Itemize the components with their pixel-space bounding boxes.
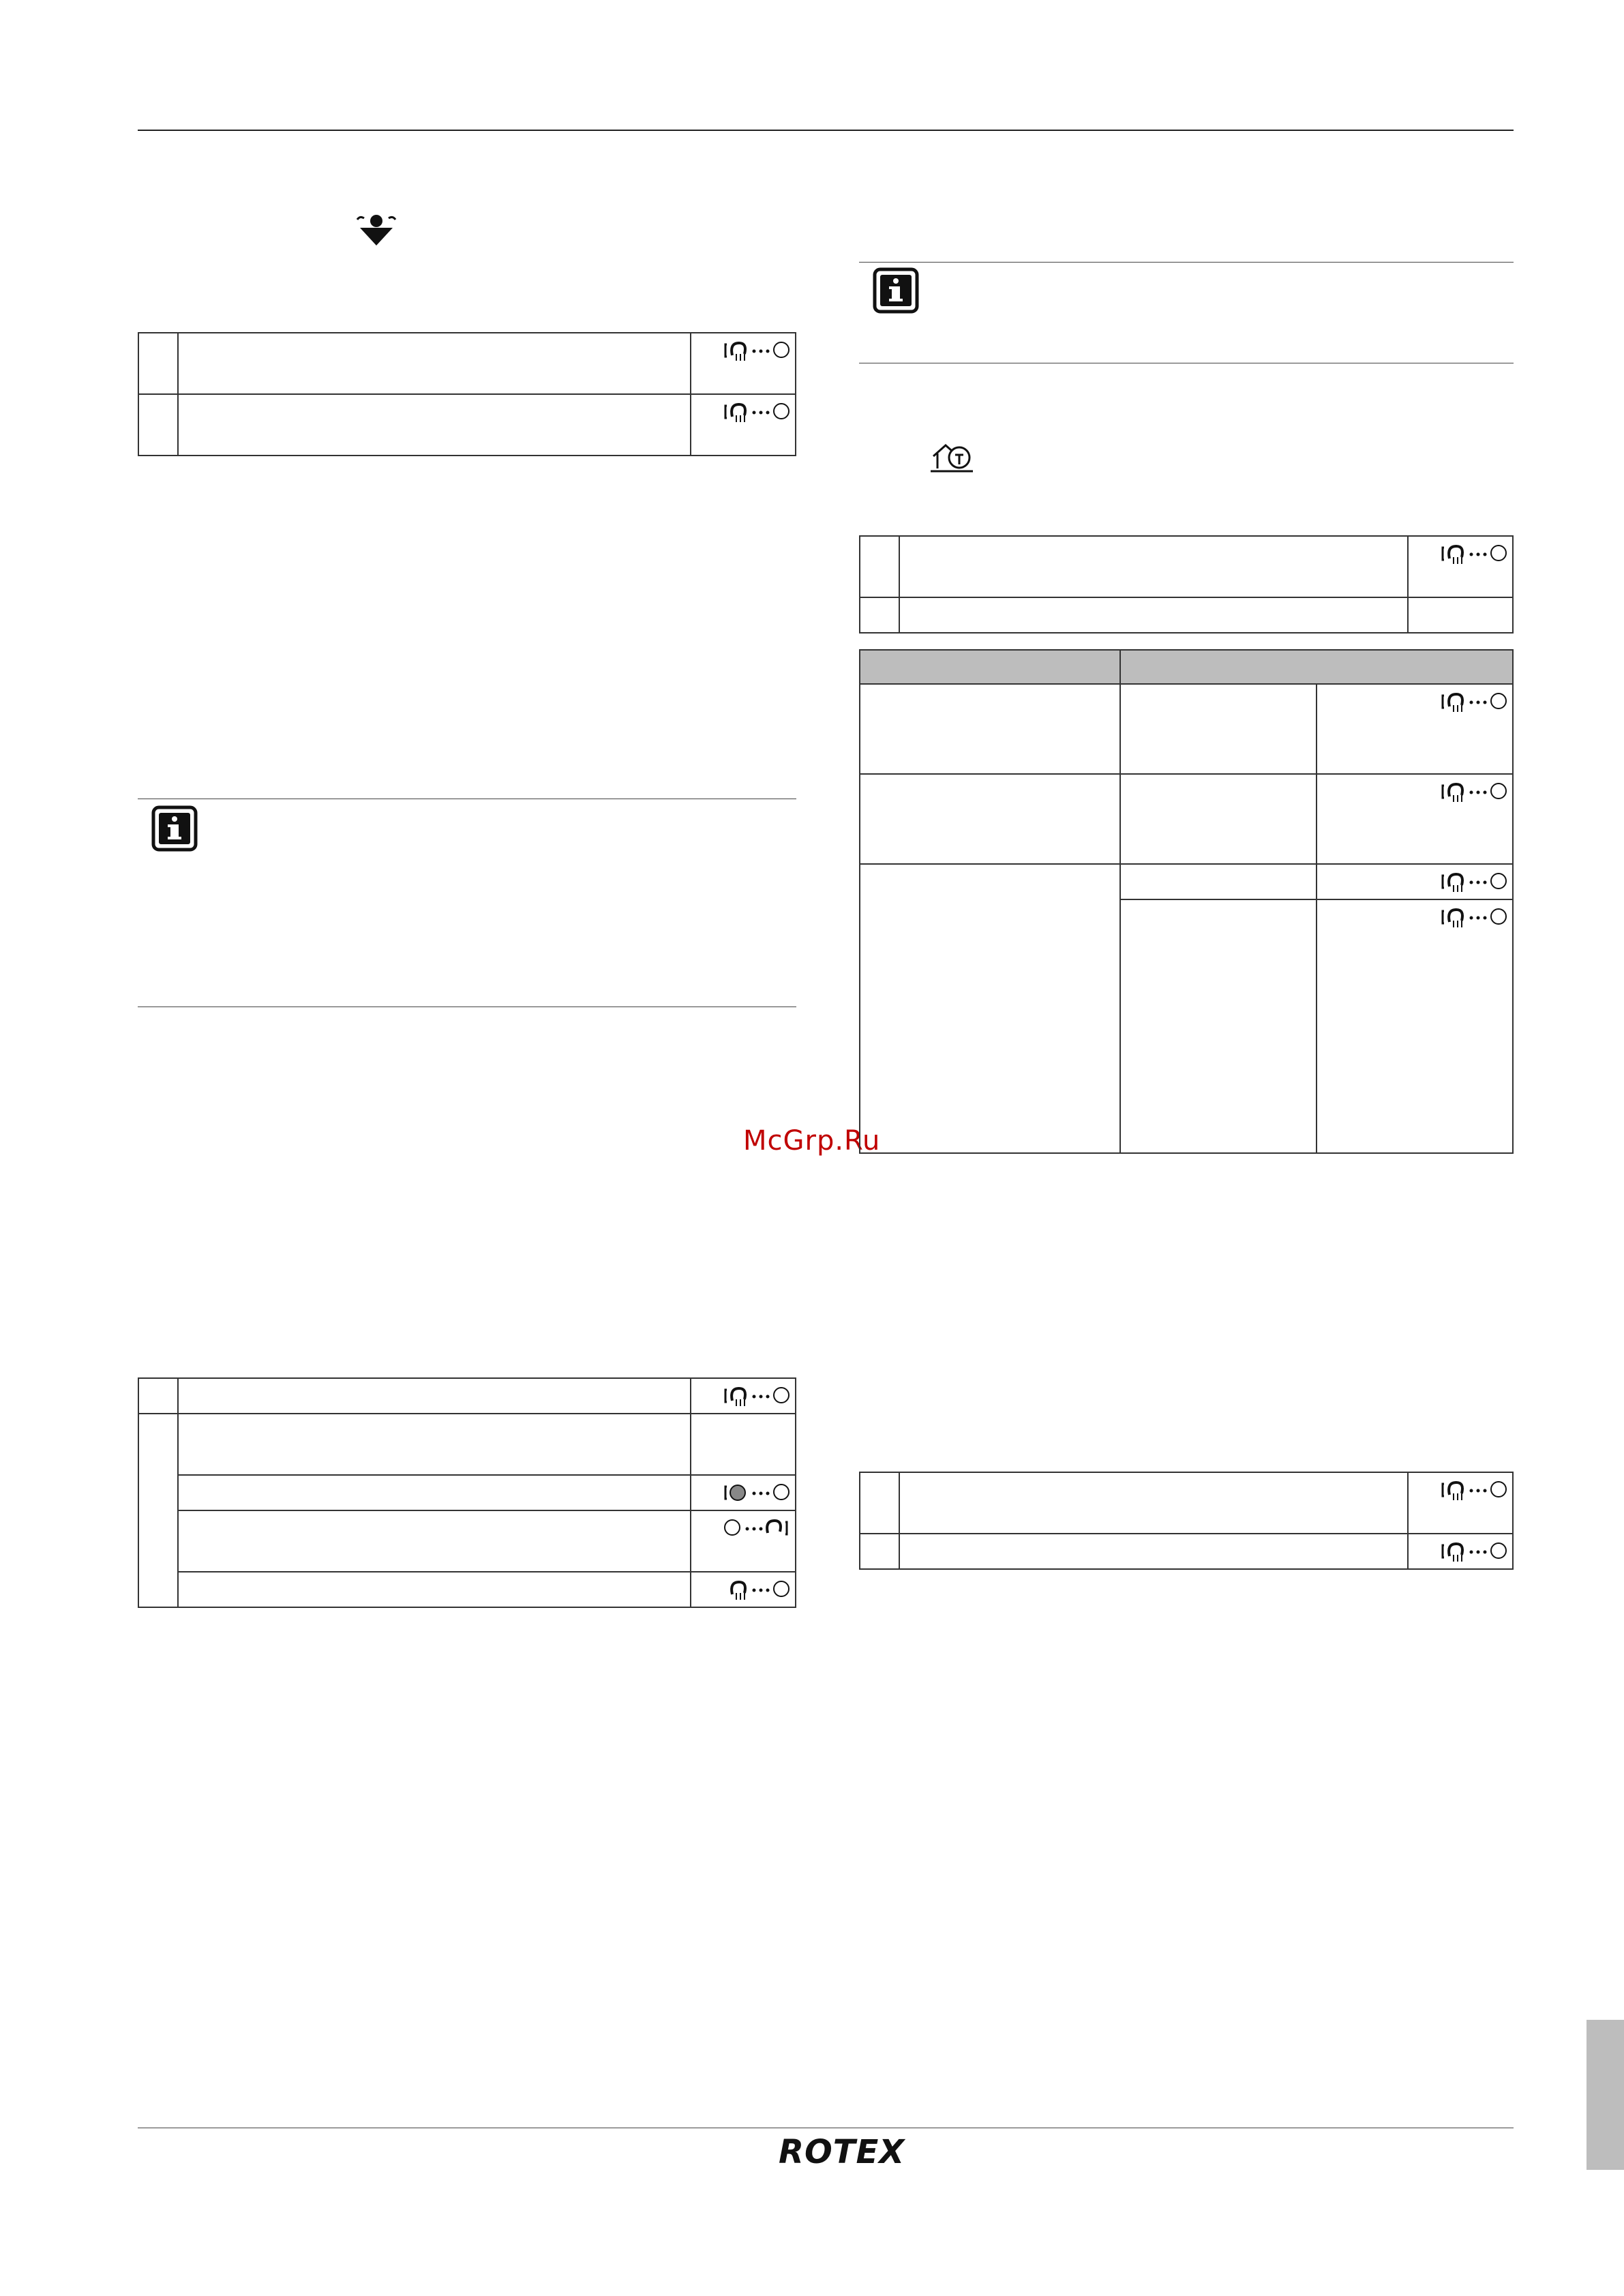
info-box-top-rule <box>859 262 1514 263</box>
option-cell <box>860 684 1120 774</box>
gesture-cell <box>1317 864 1513 899</box>
press-dial-icon <box>723 1480 791 1507</box>
touch-hold-icon <box>1440 869 1508 896</box>
touch-hold-icon <box>1440 689 1508 716</box>
gesture-cell <box>1408 1472 1513 1534</box>
gesture-cell <box>691 333 796 394</box>
gesture-cell <box>1317 684 1513 774</box>
option-description-cell <box>1120 684 1317 774</box>
step-text-cell <box>178 333 691 394</box>
step-number-cell <box>138 394 178 456</box>
gesture-cell <box>1408 536 1513 597</box>
option-description-cell <box>1120 774 1317 864</box>
steps-table-3 <box>859 535 1514 633</box>
step-text-cell <box>899 1472 1408 1534</box>
rotex-logo: ROTEX <box>779 2133 905 2171</box>
step-text-cell <box>178 394 691 456</box>
step-number-cell <box>138 333 178 394</box>
steps-table-2 <box>138 1377 796 1608</box>
touch-hold-icon <box>1440 779 1508 806</box>
steps-table-4 <box>859 1472 1514 1570</box>
step-number-cell <box>138 1414 178 1607</box>
step-text-cell <box>178 1510 691 1572</box>
option-cell <box>860 774 1120 864</box>
gesture-cell <box>691 394 796 456</box>
gesture-cell <box>691 1572 796 1607</box>
step-number-cell <box>860 1472 899 1534</box>
option-cell <box>860 864 1120 1153</box>
option-description-cell <box>1120 899 1317 1153</box>
info-icon <box>151 805 198 852</box>
gesture-cell <box>691 1378 796 1414</box>
step-text-cell <box>899 1534 1408 1569</box>
option-description-cell <box>1120 864 1317 899</box>
touch-hold-icon <box>1440 541 1508 568</box>
step-text-cell <box>178 1572 691 1607</box>
gesture-cell <box>1408 597 1513 633</box>
header-rule <box>138 130 1514 131</box>
touch-hold-icon <box>1440 904 1508 931</box>
touch-hold-icon <box>1440 1538 1508 1566</box>
options-table <box>859 649 1514 1154</box>
step-text-cell <box>178 1475 691 1510</box>
touch-hold-icon <box>723 338 791 365</box>
step-text-cell <box>899 536 1408 597</box>
gesture-cell <box>691 1414 796 1475</box>
touch-hold-icon <box>723 399 791 426</box>
gesture-cell <box>691 1475 796 1510</box>
touch-hold-icon <box>723 1383 791 1410</box>
house-thermometer-icon <box>931 441 973 474</box>
rotate-dial-icon <box>723 1515 791 1542</box>
gesture-cell <box>1317 899 1513 1153</box>
column-header <box>1120 650 1513 684</box>
touch-icon <box>723 1577 791 1604</box>
touch-hold-icon <box>1440 1477 1508 1504</box>
step-number-cell <box>860 536 899 597</box>
step-text-cell <box>178 1414 691 1475</box>
gesture-cell <box>691 1510 796 1572</box>
step-number-cell <box>860 597 899 633</box>
step-text-cell <box>899 597 1408 633</box>
gesture-cell <box>1317 774 1513 864</box>
column-header <box>860 650 1120 684</box>
gesture-cell <box>1408 1534 1513 1569</box>
info-icon <box>873 267 919 314</box>
user-profile-icon <box>356 213 397 247</box>
step-number-cell <box>860 1534 899 1569</box>
chapter-tab <box>1587 2020 1624 2170</box>
steps-table-1 <box>138 332 796 456</box>
step-number-cell <box>138 1378 178 1414</box>
step-text-cell <box>178 1378 691 1414</box>
watermark: McGrp.Ru <box>743 1125 881 1157</box>
